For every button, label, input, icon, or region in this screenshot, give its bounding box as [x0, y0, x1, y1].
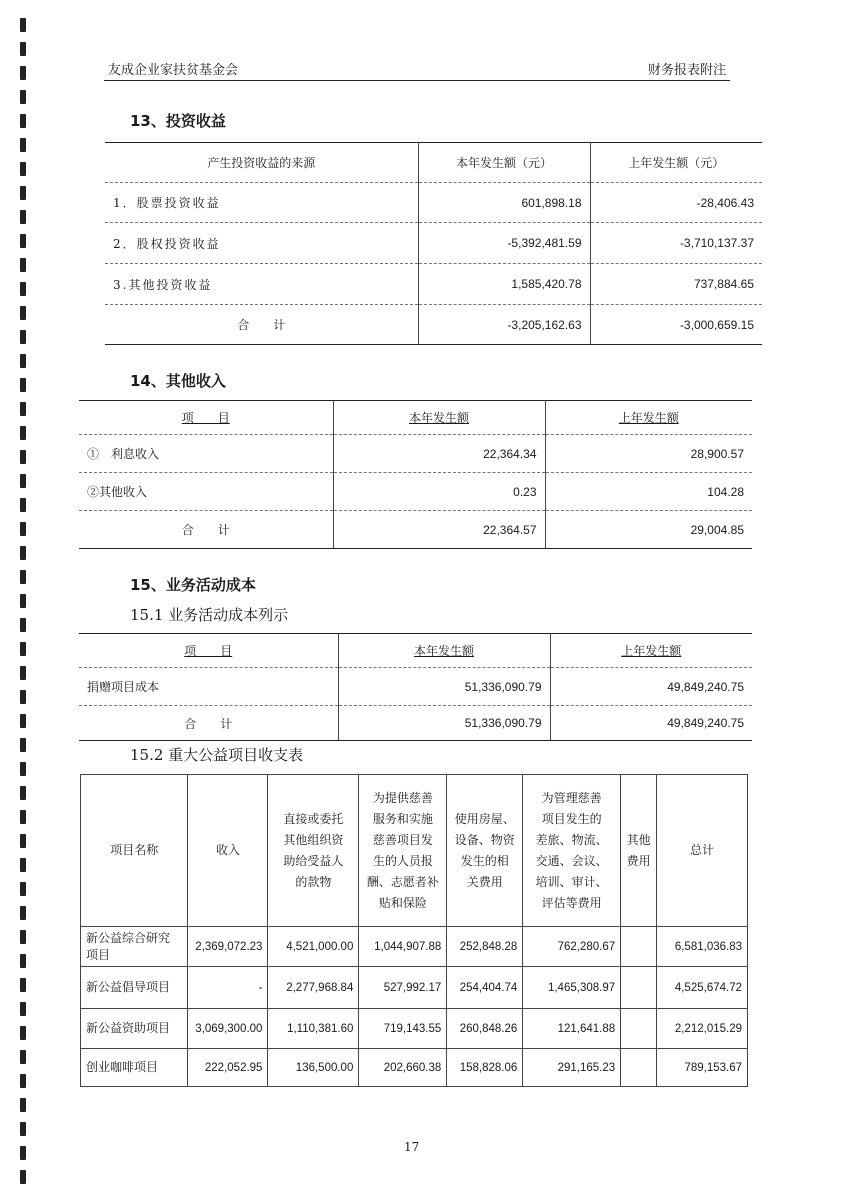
prior-year-value: 104.28: [545, 473, 752, 511]
row-label: ②其他收入: [79, 473, 333, 511]
column-header: [447, 775, 523, 927]
row-label: ① 利息收入: [79, 435, 333, 473]
column-header: 上年发生额（元）: [590, 143, 762, 183]
column-header-text: 项 目: [184, 644, 233, 658]
binding-hole: [20, 330, 26, 344]
binding-hole: [20, 186, 26, 200]
column-header: [338, 634, 550, 668]
binding-hole: [20, 810, 26, 824]
column-header-text: 本年发生额: [408, 411, 469, 425]
column-header-line: 培训、审计、: [535, 874, 608, 889]
binding-hole: [20, 114, 26, 128]
column-header-line: 发生的相: [460, 853, 509, 868]
column-header: 本年发生额（元）: [418, 143, 590, 183]
major-project-table: [80, 774, 748, 1087]
table-row: [79, 435, 752, 473]
page-header: [104, 56, 730, 81]
binding-hole: [20, 210, 26, 224]
cell-value: [621, 927, 657, 967]
cell-value: 252,848.28: [447, 927, 523, 967]
binding-hole: [20, 906, 26, 920]
table-row: [81, 1049, 748, 1087]
current-year-total: -3,205,162.63: [418, 305, 590, 345]
binding-hole: [20, 834, 26, 848]
table-header-row: [105, 143, 762, 183]
column-header-line: 其他: [626, 832, 651, 847]
binding-hole: [20, 1098, 26, 1112]
column-header: [333, 401, 545, 435]
column-header-line: 差旅、物流、: [535, 832, 608, 847]
cell-value: 2,277,968.84: [268, 967, 359, 1009]
column-header-line: 贴和保险: [378, 895, 427, 910]
column-header: [545, 401, 752, 435]
column-header: [188, 775, 268, 927]
column-header-line: 服务和实施: [372, 811, 433, 826]
binding-hole: [20, 714, 26, 728]
binding-hole: [20, 474, 26, 488]
table-row: [79, 473, 752, 511]
column-header-line: 直接或委托: [283, 811, 344, 826]
cell-value: 254,404.74: [447, 967, 523, 1009]
current-year-value: 0.23: [333, 473, 545, 511]
row-label: 捐赠项目成本: [79, 668, 338, 706]
binding-hole: [20, 498, 26, 512]
total-label: 合 计: [105, 305, 418, 345]
binding-holes: [20, 0, 34, 1200]
binding-hole: [20, 1002, 26, 1016]
prior-year-value: 49,849,240.75: [550, 668, 752, 706]
table-header-row: [79, 634, 752, 668]
prior-year-value: 737,884.65: [590, 264, 762, 305]
table-row: [105, 223, 762, 264]
current-year-value: 1,585,420.78: [418, 264, 590, 305]
binding-hole: [20, 930, 26, 944]
binding-hole: [20, 1074, 26, 1088]
binding-hole: [20, 18, 26, 32]
prior-year-total: -3,000,659.15: [590, 305, 762, 345]
cell-value: 2,369,072.23: [188, 927, 268, 967]
cell-value: 1,465,308.97: [523, 967, 621, 1009]
table-header-row: [79, 401, 752, 435]
binding-hole: [20, 546, 26, 560]
binding-hole: [20, 306, 26, 320]
column-header: 产生投资收益的来源: [105, 143, 418, 183]
binding-hole: [20, 1026, 26, 1040]
section-15-title: 15、业务活动成本: [130, 576, 256, 594]
column-header: [657, 775, 748, 927]
project-name: [81, 967, 188, 1009]
current-year-value: 601,898.18: [418, 183, 590, 223]
binding-hole: [20, 42, 26, 56]
current-year-total: 51,336,090.79: [338, 706, 550, 741]
binding-hole: [20, 402, 26, 416]
table-row: [105, 183, 762, 223]
total-row: [105, 305, 762, 345]
column-header-line: 总计: [690, 843, 715, 857]
binding-hole: [20, 618, 26, 632]
column-header-line: 为提供慈善: [372, 790, 433, 805]
cell-value: 136,500.00: [268, 1049, 359, 1087]
column-header: [81, 775, 188, 927]
binding-hole: [20, 954, 26, 968]
table-row: [79, 668, 752, 706]
row-label: 3.其他投资收益: [105, 264, 418, 305]
project-name: [81, 927, 188, 967]
column-header-text: 上年发生额: [621, 644, 682, 658]
cell-value: 789,153.67: [657, 1049, 748, 1087]
project-name-line: 项目: [86, 947, 111, 962]
binding-hole: [20, 1122, 26, 1136]
binding-hole: [20, 666, 26, 680]
binding-hole: [20, 234, 26, 248]
prior-year-value: -28,406.43: [590, 183, 762, 223]
binding-hole: [20, 90, 26, 104]
current-year-total: 22,364.57: [333, 511, 545, 549]
section-15-2-subtitle: 15.2 重大公益项目收支表: [130, 746, 304, 764]
cell-value: [621, 1049, 657, 1087]
row-label: 1．股票投资收益: [105, 183, 418, 223]
cell-value: 158,828.06: [447, 1049, 523, 1087]
project-name-line: 创业咖啡项目: [86, 1060, 159, 1074]
binding-hole: [20, 762, 26, 776]
row-label: 2．股权投资收益: [105, 223, 418, 264]
column-header-text: 项 目: [181, 411, 230, 425]
column-header-line: 的款物: [295, 874, 332, 889]
activity-cost-table: [79, 633, 752, 741]
prior-year-value: -3,710,137.37: [590, 223, 762, 264]
column-header-line: 费用: [626, 853, 651, 868]
binding-hole: [20, 738, 26, 752]
column-header-line: 项目发生的: [541, 811, 602, 826]
column-header-line: 慈善项目发: [372, 832, 433, 847]
binding-hole: [20, 1050, 26, 1064]
binding-hole: [20, 642, 26, 656]
total-label: 合 计: [79, 706, 338, 741]
project-name: [81, 1049, 188, 1087]
investment-income-table: [105, 142, 762, 345]
prior-year-total: 29,004.85: [545, 511, 752, 549]
binding-hole: [20, 570, 26, 584]
cell-value: 202,660.38: [359, 1049, 447, 1087]
cell-value: 121,641.88: [523, 1009, 621, 1049]
binding-hole: [20, 690, 26, 704]
other-income-table: [79, 400, 752, 549]
binding-hole: [20, 282, 26, 296]
header-section-label: 财务报表附注: [647, 63, 726, 78]
column-header-line: 项目名称: [110, 843, 159, 857]
cell-value: [621, 1009, 657, 1049]
project-name-line: 新公益资助项目: [86, 1021, 171, 1035]
binding-hole: [20, 1146, 26, 1160]
current-year-value: -5,392,481.59: [418, 223, 590, 264]
table-row: [81, 967, 748, 1009]
binding-hole: [20, 66, 26, 80]
binding-hole: [20, 450, 26, 464]
cell-value: -: [188, 967, 268, 1009]
binding-hole: [20, 786, 26, 800]
column-header-line: 其他组织资: [283, 832, 344, 847]
binding-hole: [20, 594, 26, 608]
project-name-line: 新公益综合研究: [86, 930, 171, 945]
prior-year-total: 49,849,240.75: [550, 706, 752, 741]
total-label: 合 计: [79, 511, 333, 549]
column-header: [359, 775, 447, 927]
column-header-line: 为管理慈善: [541, 790, 602, 805]
cell-value: 527,992.17: [359, 967, 447, 1009]
table-row: [105, 264, 762, 305]
project-name-line: 新公益倡导项目: [86, 980, 171, 994]
binding-hole: [20, 378, 26, 392]
binding-hole: [20, 354, 26, 368]
column-header: [79, 401, 333, 435]
column-header: [523, 775, 621, 927]
column-header: [550, 634, 752, 668]
column-header-line: 收入: [215, 843, 240, 857]
binding-hole: [20, 426, 26, 440]
page-number: 17: [404, 1140, 420, 1154]
column-header-line: 助给受益人: [283, 853, 344, 868]
column-header-line: 评估等费用: [541, 895, 602, 910]
project-name: [81, 1009, 188, 1049]
binding-hole: [20, 978, 26, 992]
table-body: [81, 927, 748, 1087]
organization-name: 友成企业家扶贫基金会: [108, 63, 239, 78]
cell-value: 1,044,907.88: [359, 927, 447, 967]
cell-value: 4,525,674.72: [657, 967, 748, 1009]
column-header: [621, 775, 657, 927]
table-row: [81, 927, 748, 967]
cell-value: 762,280.67: [523, 927, 621, 967]
cell-value: 3,069,300.00: [188, 1009, 268, 1049]
cell-value: 719,143.55: [359, 1009, 447, 1049]
column-header-text: 本年发生额: [413, 644, 474, 658]
table-header-row: [81, 775, 748, 927]
cell-value: 1,110,381.60: [268, 1009, 359, 1049]
column-header: [79, 634, 338, 668]
current-year-value: 51,336,090.79: [338, 668, 550, 706]
column-header-line: 酬、志愿者补: [366, 874, 439, 889]
binding-hole: [20, 522, 26, 536]
section-14-title: 14、其他收入: [130, 372, 226, 390]
current-year-value: 22,364.34: [333, 435, 545, 473]
column-header: [268, 775, 359, 927]
table-row: [81, 1009, 748, 1049]
column-header-line: 交通、会议、: [535, 853, 608, 868]
binding-hole: [20, 258, 26, 272]
column-header-line: 生的人员报: [372, 853, 433, 868]
cell-value: 260,848.26: [447, 1009, 523, 1049]
binding-hole: [20, 138, 26, 152]
cell-value: [621, 967, 657, 1009]
column-header-line: 使用房屋、: [454, 811, 515, 826]
total-row: [79, 511, 752, 549]
binding-hole: [20, 858, 26, 872]
binding-hole: [20, 1170, 26, 1184]
cell-value: 2,212,015.29: [657, 1009, 748, 1049]
cell-value: 4,521,000.00: [268, 927, 359, 967]
total-row: [79, 706, 752, 741]
cell-value: 6,581,036.83: [657, 927, 748, 967]
cell-value: 222,052.95: [188, 1049, 268, 1087]
column-header-line: 设备、物资: [454, 832, 515, 847]
section-13-title: 13、投资收益: [130, 112, 226, 130]
binding-hole: [20, 162, 26, 176]
column-header-line: 关费用: [466, 874, 503, 889]
cell-value: 291,165.23: [523, 1049, 621, 1087]
binding-hole: [20, 882, 26, 896]
prior-year-value: 28,900.57: [545, 435, 752, 473]
section-15-1-subtitle: 15.1 业务活动成本列示: [130, 606, 289, 624]
column-header-text: 上年发生额: [618, 411, 679, 425]
